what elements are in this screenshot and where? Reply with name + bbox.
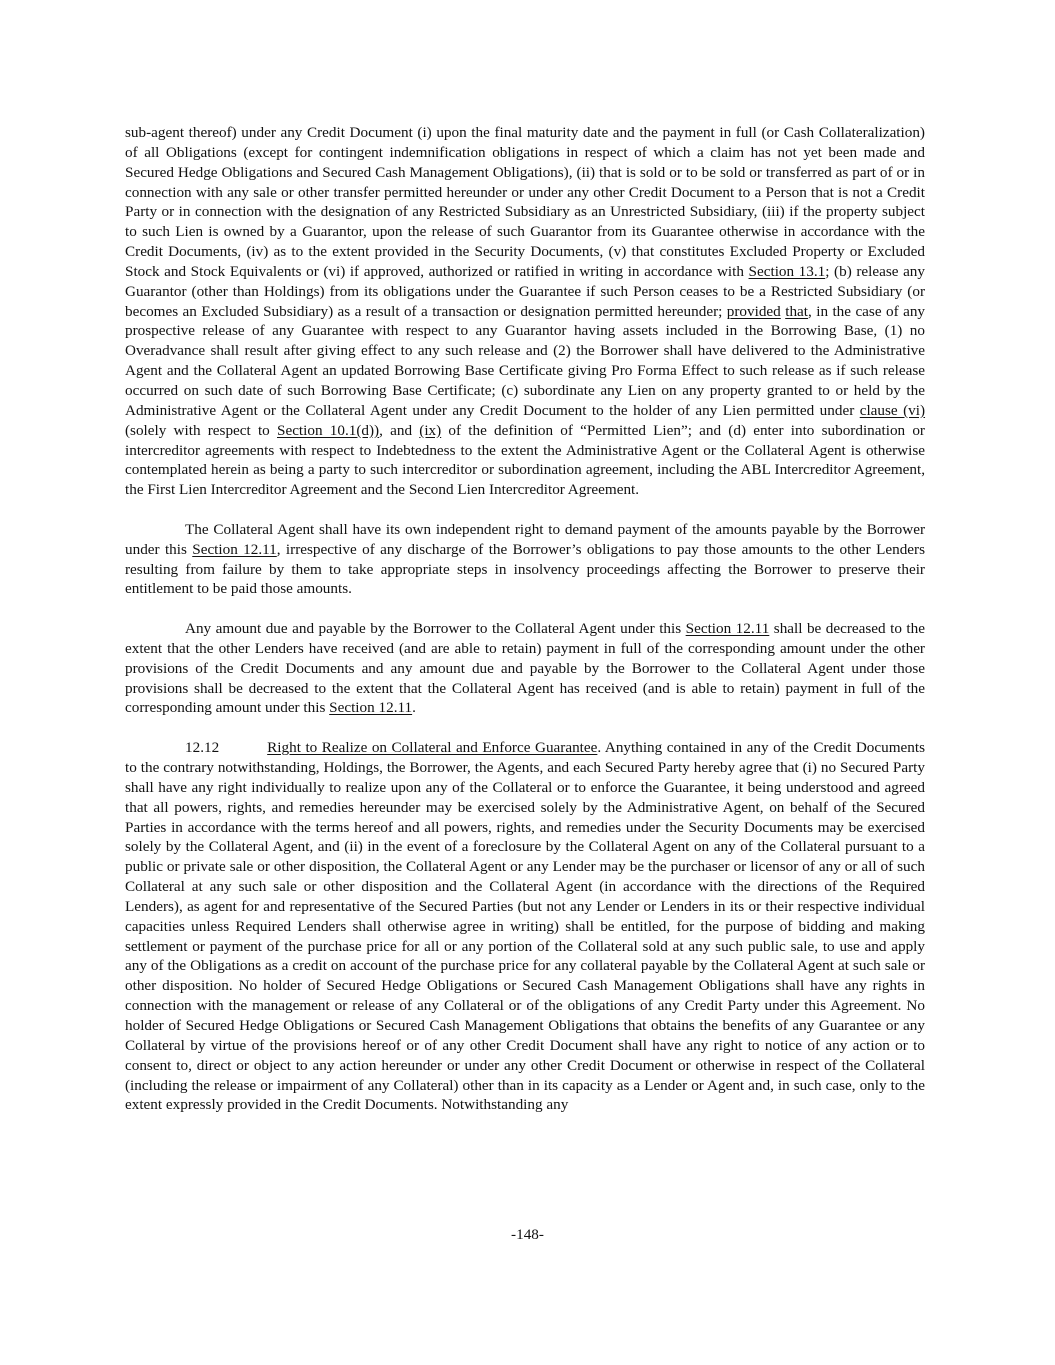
section-heading: Right to Realize on Collateral and Enforce Guarantee xyxy=(267,739,598,757)
text-run: ; (b) release any Guarantor (other than Holdings) from its obligations under the Guarantee if such Person ceases to be a Restricted Subsidiary (or becomes an Excluded Subsidiary) as a result of a transaction or designation permitted hereunder; xyxy=(125,262,925,320)
cross-reference: Section 13.1 xyxy=(748,262,826,280)
cross-reference: Section 10.1(d)) xyxy=(277,421,380,439)
cross-reference: Section 12.11 xyxy=(329,699,413,717)
text-run: . Anything contained in any of the Credit Documents to the contrary notwithstanding, Holdings, the Borrower, the Agents, and each Secured Party hereby agree that (i) no Secured Party shall have any right individually to realize upon any of the Collateral or to enforce the Guarantee, it being understood and agreed that all powers, rights, and remedies hereunder may be exercised solely by the Administrative Agent, on behalf of the Secured Parties in accordance with the terms hereof and all powers, rights, and remedies under the Security Documents may be exercised solely by the Collateral Agent, and (ii) in the event of a foreclosure by the Collateral Agent on any of the Collateral pursuant to a public or private sale or other disposition, the Collateral Agent or any Lender may be the purchaser or licensor of any or all of such Collateral at any such sale or other disposition and the Collateral Agent (in accordance with the directions of the Required Lenders), as agent for and representative of the Secured Parties (but not any Lender or Lenders in its or their respective individual capacities unless Required Lenders shall otherwise agree in writing) shall be entitled, for the purpose of bidding and making settlement or payment of the purchase price for all or any portion of the Collateral sold at any such public sale, to use and apply any of the Obligations as a credit on account of the purchase price for any collateral payable by the Collateral Agent at such sale or other disposition. No holder of Secured Hedge Obligations or Secured Cash Management Obligations shall have any rights in connection with the management or release of any Collateral or of the obligations of any Credit Party under this Agreement. No holder of Secured Hedge Obligations or Secured Cash Management Obligations that obtains the benefits of any Guarantee or any Collateral by virtue of the provisions hereof or of any other Credit Document shall have any right to notice of any action or to consent to, direct or object to any action hereunder or under any other Credit Document or otherwise in respect of the Collateral (including the release or impairment of any Collateral) other than in its capacity as a Lender or Agent and, in such case, only to the extent expressly provided in the Credit Documents. Notwithstanding any xyxy=(125,739,925,1114)
cross-reference: Section 12.11 xyxy=(685,620,770,638)
text-run: Any amount due and payable by the Borrower to the Collateral Agent under this xyxy=(185,620,686,638)
section-number: 12.12 xyxy=(185,739,220,757)
page-number: -148- xyxy=(511,1226,544,1243)
section-12-12 xyxy=(125,738,925,1115)
cross-reference: clause (vi) xyxy=(859,401,926,419)
text-run: , irrespective of any discharge of the Borrower’s obligations to pay those amounts to the other Lenders resulting from failure by them to take appropriate steps in insolvency proceedings affecting the Borrower to preserve their entitlement to be paid those amounts. xyxy=(125,540,925,598)
text-run: sub-agent thereof) under any Credit Document (i) upon the final maturity date and the payment in full (or Cash Collateralization) of all Obligations (except for contingent indemnification obligations in respect of which a claim has not yet been made and Secured Hedge Obligations and Secured Cash Management Obligations), (ii) that is sold or to be sold or transferred as part of or in connection with any sale or other transfer permitted hereunder or under any other Credit Document to a Person that is not a Credit Party or in connection with the designation of any Restricted Subsidiary as an Unrestricted Subsidiary, (iii) if the property subject to such Lien is owned by a Guarantor, upon the release of such Guarantor from its Guarantee otherwise in accordance with the Credit Documents, (iv) as to the extent provided in the Security Documents, (v) that constitutes Excluded Property or Excluded Stock and Stock Equivalents or (vi) if approved, authorized or ratified in writing in accordance with xyxy=(125,124,925,280)
cross-reference: (ix) xyxy=(419,421,442,439)
text-run: (solely with respect to xyxy=(125,421,277,439)
text-run: The Collateral Agent shall have its own independent right to demand payment of the amounts payable by the Borrower under this xyxy=(125,520,925,558)
text-run: of the definition of “Permitted Lien”; and (d) enter into subordination or intercreditor agreements with respect to Indebtedness to the extent the Administrative Agent or the Collateral Agent is otherwise contemplated herein as being a party to such intercreditor or subordination agreement, including the ABL Intercreditor Agreement, the First Lien Intercreditor Agreement and the Second Lien Intercreditor Agreement. xyxy=(125,421,925,499)
cross-reference: Section 12.11 xyxy=(192,540,277,558)
text-run: , in the case of any prospective release of any Guarantee with respect to any Guarantor having assets included in the Borrowing Base, (1) no Overadvance shall result after giving effect to any such release and (2) the Borrower shall have delivered to the Administrative Agent and the Collateral Agent an updated Borrowing Base Certificate giving Pro Forma Effect to such release as if such release occurred on such date of such Borrowing Base Certificate; (c) subordinate any Lien on any property granted to or held by the Administrative Agent or the Collateral Agent under any Credit Document to the holder of any Lien permitted under xyxy=(125,302,926,419)
defined-term: provided xyxy=(726,302,781,320)
paragraph-independent-right xyxy=(125,520,925,599)
text-run: shall be decreased to the extent that the other Lenders have received (and are able to retain) payment in full of the corresponding amount under the other provisions of the Credit Documents and any amount due and payable by the Borrower to the Collateral Agent under those provisions shall be decreased to the extent that the Collateral Agent has received (and is able to retain) payment in full of the corresponding amount under this xyxy=(125,620,925,717)
text-run: , and xyxy=(379,421,420,439)
page-body xyxy=(125,123,925,1135)
text-run: . xyxy=(412,699,416,717)
paragraph-amount-decreased xyxy=(125,619,925,718)
defined-term: that xyxy=(785,302,808,320)
paragraph-release-collateral xyxy=(125,123,925,500)
